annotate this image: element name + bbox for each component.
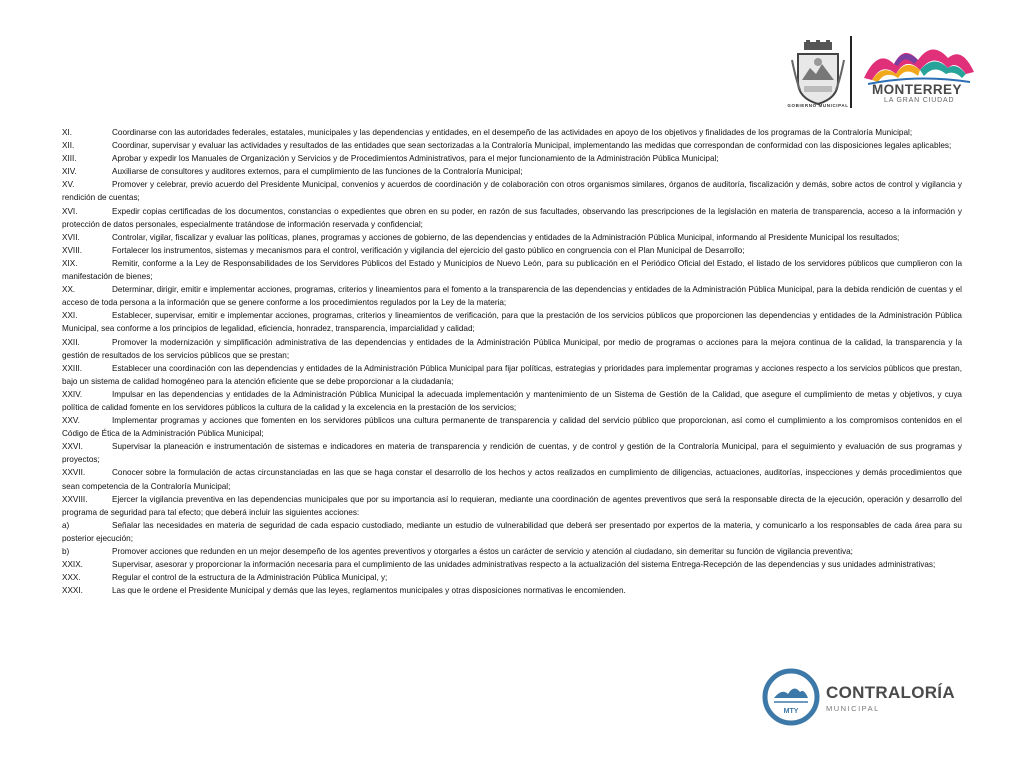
item-number: XXIII. <box>62 363 83 373</box>
item-number: XXIX. <box>62 560 83 570</box>
list-item <box>62 231 962 244</box>
item-text: Promover la modernización y simplificación administrativa de las dependencias y entidades de la Administración Pública Municipal, por medio de programas o acciones para la mejora continua de la calidad, la transparencia y la gestión de resultados de los servicios públicos que se prestan; <box>62 337 962 360</box>
item-number: XIV. <box>62 167 77 177</box>
item-text: Promover y celebrar, previo acuerdo del Presidente Municipal, convenios y acuerdos de coordinación y de colaboración con otros organismos similares, órganos de auditoría, fiscalización y demás, sobre actos de control y vigilancia y rendición de cuentas; <box>62 180 962 203</box>
item-text: Coordinar, supervisar y evaluar las actividades y resultados de las entidades que sean sectorizadas a la Contraloría Municipal, implementando las medidas que correspondan de conformidad con las disposiciones legales aplicables; <box>112 141 952 151</box>
list-item <box>62 244 962 257</box>
item-number: a) <box>62 520 70 530</box>
item-text: Expedir copias certificadas de los documentos, constancias o expedientes que obren en su poder, en razón de sus facultades, observando las prescripciones de la legislación en materia de transparencia, acceso a la información y protección de datos personales, especialmente tratándose de información reservada y confidencial; <box>62 206 962 229</box>
list-item <box>62 414 962 440</box>
list-item <box>62 466 962 492</box>
list-item <box>62 309 962 335</box>
item-number: XXVI. <box>62 442 83 452</box>
item-text: Impulsar en las dependencias y entidades de la Administración Pública Municipal la adecuada implementación y mantenimiento de un Sistema de Gestión de la Calidad, que asegure el cumplimiento de metas y objetivos, y cuya política de calidad fomente en los servidores públicos la cultura de la calidad y la excelencia en la prestación de los servicios; <box>62 389 962 412</box>
monterrey-logo-icon <box>858 38 978 88</box>
item-number: XI. <box>62 128 73 137</box>
list-item <box>62 571 962 584</box>
item-number: XXVII. <box>62 468 86 478</box>
list-item <box>62 493 962 519</box>
contraloria-logo-icon <box>762 668 820 726</box>
header-divider <box>850 36 852 108</box>
list-item <box>62 283 962 309</box>
item-number: XIII. <box>62 154 77 164</box>
item-text: Regular el control de la estructura de la Administración Pública Municipal, y; <box>112 573 388 583</box>
item-text: Auxiliarse de consultores y auditores externos, para el cumplimiento de las funciones de la Contraloría Municipal; <box>112 167 523 177</box>
item-number: XVIII. <box>62 245 83 255</box>
list-item <box>62 257 962 283</box>
item-number: XX. <box>62 285 76 295</box>
item-number: XXX. <box>62 573 81 583</box>
item-text: Ejercer la vigilancia preventiva en las dependencias municipales que por su importancia así lo requieran, mediante una coordinación de agentes preventivos que será la responsable directa de la ejecución, operación y desarrollo del programa de seguridad para tal efecto; que deberá incluir las siguientes acciones: <box>62 494 962 517</box>
list-item <box>62 519 962 545</box>
list-item <box>62 388 962 414</box>
item-number: XXVIII. <box>62 494 88 504</box>
list-item <box>62 165 962 178</box>
list-item <box>62 362 962 388</box>
list-item <box>62 152 962 165</box>
article-list <box>62 126 962 597</box>
list-item <box>62 545 962 558</box>
item-text: Establecer una coordinación con las dependencias y entidades de la Administración Pública Municipal para fijar políticas, estrategias y prioridades para implementar programas y acciones respecto a los servicios públicos que prestan, bajo un sistema de calidad homogéneo para la atención eficiente que se debe proporcionar a la ciudadanía; <box>62 363 962 386</box>
item-text: Señalar las necesidades en materia de seguridad de cada espacio custodiado, mediante un estudio de vulnerabilidad que deberá ser presentado por expertos de la materia, y comunicarlo a los responsables de cada área para su posterior ejecución; <box>62 520 962 543</box>
item-number: XXII. <box>62 337 80 347</box>
item-text: Coordinarse con las autoridades federales, estatales, municipales y las dependencias y entidades, en el desempeño de las actividades en apoyo de los objetivos y finalidades de los programas de la Contraloría Municipal; <box>112 128 913 137</box>
header-logos <box>780 36 990 112</box>
item-number: XIX. <box>62 258 78 268</box>
list-item <box>62 558 962 571</box>
item-text: Aprobar y expedir los Manuales de Organización y Servicios y de Procedimientos Administrativos, para el mejor funcionamiento de la Administración Pública Municipal; <box>112 154 719 164</box>
item-number: XVI. <box>62 206 78 216</box>
item-number: b) <box>62 547 70 556</box>
item-text: Remitir, conforme a la Ley de Responsabilidades de los Servidores Públicos del Estado y Municipios de Nuevo León, para su publicación en el Periódico Oficial del Estado, el listado de los servidores públicos que cumplieron con la manifestación de bienes; <box>62 258 962 282</box>
item-number: XXXI. <box>62 586 83 596</box>
item-number: XII. <box>62 141 75 151</box>
brand-name: MONTERREY <box>872 82 962 97</box>
mty-badge-text: MTY <box>783 708 799 715</box>
item-number: XXIV. <box>62 389 83 399</box>
item-text: Implementar programas y acciones que fomenten en los servidores públicos una cultura permanente de transparencia y calidad del servicio público que proporcionan, así como el cumplimiento a los compromisos contenidos en el Código de Ética de la Administración Pública Municipal; <box>62 416 962 439</box>
list-item <box>62 139 962 152</box>
item-text: Supervisar, asesorar y proporcionar la información necesaria para el cumplimiento de las unidades administrativas respecto a la actualización del sistema Entrega-Recepción de las dependencias y sus unidades administrativas; <box>112 560 936 570</box>
footer-logo <box>760 666 970 732</box>
municipal-seal-icon <box>790 40 846 106</box>
item-number: XXI. <box>62 311 78 321</box>
list-item <box>62 440 962 466</box>
seal-caption: GOBIERNO MUNICIPAL <box>787 103 849 108</box>
item-text: Fortalecer los instrumentos, sistemas y mecanismos para el control, verificación y vigilancia del ejercicio del gasto público en congruencia con el Plan Municipal de Desarrollo; <box>112 245 745 255</box>
item-text: Promover acciones que redunden en un mejor desempeño de los agentes preventivos y otorgarles a éstos un carácter de servicio y atención al ciudadano, sin demeritar su función de vigilancia preventiva; <box>112 547 853 556</box>
item-text: Supervisar la planeación e instrumentación de sistemas e indicadores en materia de transparencia y rendición de cuentas, y de control y gestión de la Contraloría Municipal, para el seguimiento y evaluación de sus programas y proyectos; <box>62 442 962 465</box>
list-item <box>62 178 962 204</box>
list-item <box>62 336 962 362</box>
brand-tagline: LA GRAN CIUDAD <box>884 97 955 104</box>
item-text: Determinar, dirigir, emitir e implementar acciones, programas, criterios y lineamientos para el fomento a la transparencia de las dependencias y entidades de la Administración Pública Municipal, para la debida rendición de cuentas y el acceso de toda persona a la información que se genere conforme a los procedimientos regulados por la Ley de la materia; <box>62 285 962 308</box>
item-number: XXV. <box>62 416 80 426</box>
item-text: Conocer sobre la formulación de actas circunstanciadas en las que se haga constar el desarrollo de los hechos y actos realizados en cumplimiento de diligencias, actuaciones, auditorías, inspecciones y demás procedimientos que sean competencia de la Contraloría Municipal; <box>62 468 962 491</box>
list-item <box>62 584 962 597</box>
item-number: XV. <box>62 180 75 190</box>
item-text: Las que le ordene el Presidente Municipal y demás que las leyes, reglamentos municipales y otras disposiciones normativas le encomienden. <box>112 586 626 596</box>
item-number: XVII. <box>62 232 80 242</box>
list-item <box>62 126 962 139</box>
item-text: Establecer, supervisar, emitir e implementar acciones, programas, criterios y lineamientos de verificación, para que la prestación de los servicios públicos que proporcionen las dependencias y entidades de la Administración Pública Municipal, sea conforme a los principios de legalidad, eficiencia, honradez, transparencia, imparcialidad y calidad; <box>62 311 962 334</box>
contraloria-sub: MUNICIPAL <box>826 704 880 713</box>
list-item <box>62 205 962 231</box>
item-text: Controlar, vigilar, fiscalizar y evaluar las políticas, planes, programas y acciones de gobierno, de las dependencias y entidades de la Administración Pública Municipal, informando al Presidente Municipal los resultados; <box>112 232 900 242</box>
contraloria-name: CONTRALORÍA <box>826 683 955 702</box>
